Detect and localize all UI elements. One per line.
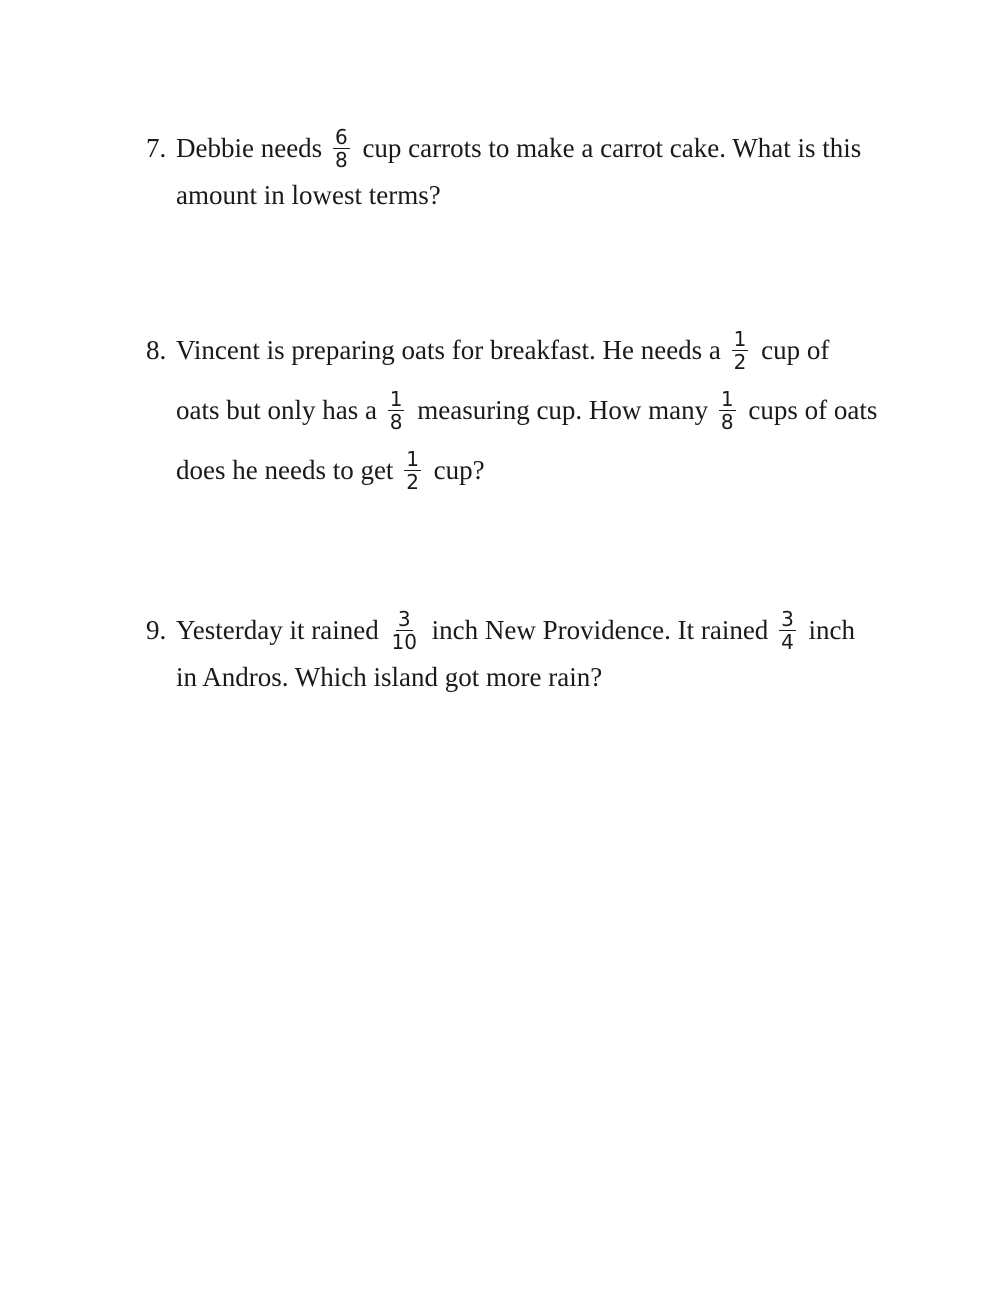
denominator: 8 (334, 148, 348, 173)
text-segment: does he needs to get (176, 455, 394, 485)
text-segment: in Andros. Which island got more rain? (176, 662, 603, 693)
denominator: 8 (389, 410, 403, 435)
problem-number: 9. (146, 615, 167, 645)
fraction (732, 328, 749, 373)
text-segment: Yesterday it rained (176, 615, 379, 645)
problem-line (176, 320, 886, 380)
problem-7 (146, 126, 886, 217)
problem-text (176, 126, 886, 217)
problem-9 (146, 608, 886, 699)
denominator: 10 (391, 630, 417, 655)
text-segment: Vincent is preparing oats for breakfast. He needs a (176, 335, 721, 365)
problem-number: 8. (146, 335, 167, 365)
text-segment: cup carrots to make a carrot cake. What is this (362, 133, 862, 163)
text-segment: oats but only has a (176, 395, 377, 425)
text-segment: cup of (761, 335, 830, 365)
numerator: 1 (389, 387, 403, 412)
problem-8 (146, 320, 886, 500)
fraction (719, 388, 736, 433)
numerator: 3 (781, 607, 794, 632)
fraction (404, 448, 421, 493)
text-segment: amount in lowest terms? (176, 180, 441, 211)
text-segment: measuring cup. How many (417, 395, 709, 425)
text-segment: inch (808, 615, 856, 645)
text-segment: cup? (433, 455, 485, 485)
problem-text (176, 320, 886, 500)
fraction (779, 608, 796, 653)
problem-line (176, 173, 886, 217)
problem-line (176, 608, 886, 655)
fraction (333, 126, 350, 171)
text-segment: inch New Providence. It rained (431, 615, 769, 645)
text-segment: cups of oats (748, 395, 878, 425)
fraction (389, 608, 418, 653)
problem-line (176, 655, 886, 699)
problem-line (176, 126, 886, 173)
denominator: 8 (720, 410, 734, 435)
denominator: 2 (733, 350, 747, 375)
numerator: 1 (406, 447, 419, 472)
problem-line (176, 440, 886, 500)
numerator: 1 (733, 327, 747, 352)
problem-line (176, 380, 886, 440)
numerator: 1 (720, 387, 734, 412)
numerator: 3 (397, 607, 411, 632)
numerator: 6 (334, 125, 348, 150)
problem-text (176, 608, 886, 699)
denominator: 2 (406, 470, 419, 495)
problem-number: 7. (146, 133, 167, 163)
denominator: 4 (781, 630, 794, 655)
fraction (388, 388, 405, 433)
text-segment: Debbie needs (176, 133, 323, 163)
